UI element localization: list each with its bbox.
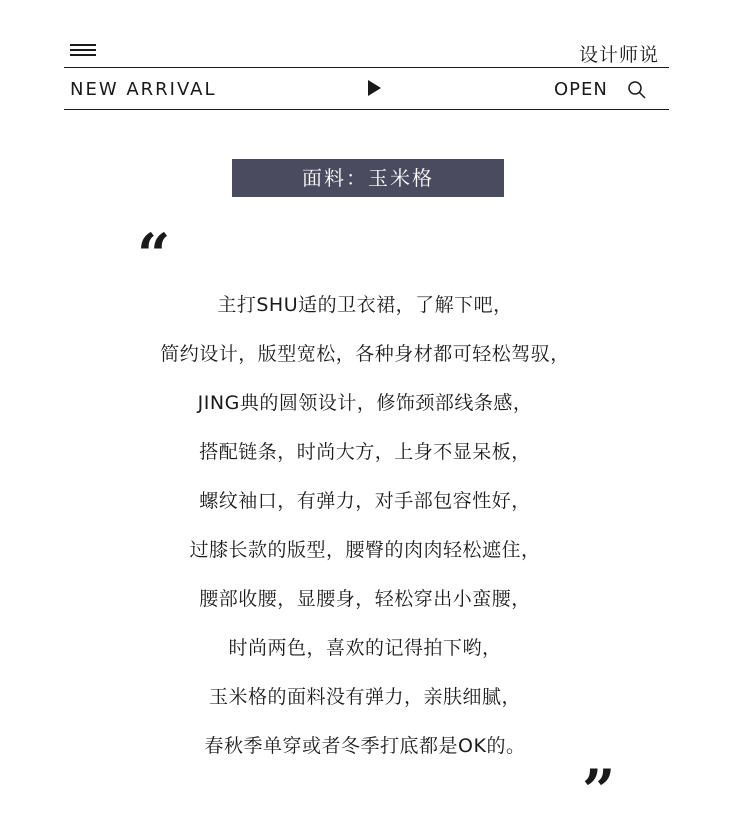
top-header [64, 34, 669, 110]
header-nav-row [64, 68, 669, 110]
description-line: 主打SHU适的卫衣裙，了解下吧， [217, 294, 513, 316]
hamburger-menu-icon[interactable] [70, 44, 96, 58]
description-line: JING典的圆领设计，修饰颈部线条感， [197, 392, 533, 414]
search-icon[interactable] [627, 80, 647, 100]
open-quote-mark: “ [137, 221, 171, 289]
new-arrival-link[interactable]: NEW ARRIVAL [70, 79, 217, 100]
close-quote-mark: ” [582, 757, 616, 825]
play-icon[interactable] [368, 80, 381, 96]
menu-line [70, 54, 96, 56]
product-description [0, 283, 730, 773]
description-line: 搭配链条，时尚大方，上身不显呆板， [199, 441, 531, 463]
open-link[interactable]: OPEN [554, 79, 608, 100]
description-line: 简约设计，版型宽松，各种身材都可轻松驾驭， [160, 343, 570, 365]
description-line: 春秋季单穿或者冬季打底都是OK的。 [204, 735, 526, 757]
description-line: 腰部收腰，显腰身，轻松穿出小蛮腰， [199, 588, 531, 610]
fabric-label: 面料：玉米格 [232, 159, 504, 197]
header-top-row [64, 34, 669, 68]
description-line: 螺纹袖口，有弹力，对手部包容性好， [199, 490, 531, 512]
description-line: 时尚两色，喜欢的记得拍下哟， [228, 637, 502, 659]
designer-says-link[interactable]: 设计师说 [578, 44, 659, 66]
description-line: 过膝长款的版型，腰臀的肉肉轻松遮住， [189, 539, 541, 561]
menu-line [70, 49, 96, 51]
description-line: 玉米格的面料没有弹力，亲肤细腻， [208, 686, 521, 708]
menu-line [70, 44, 96, 46]
